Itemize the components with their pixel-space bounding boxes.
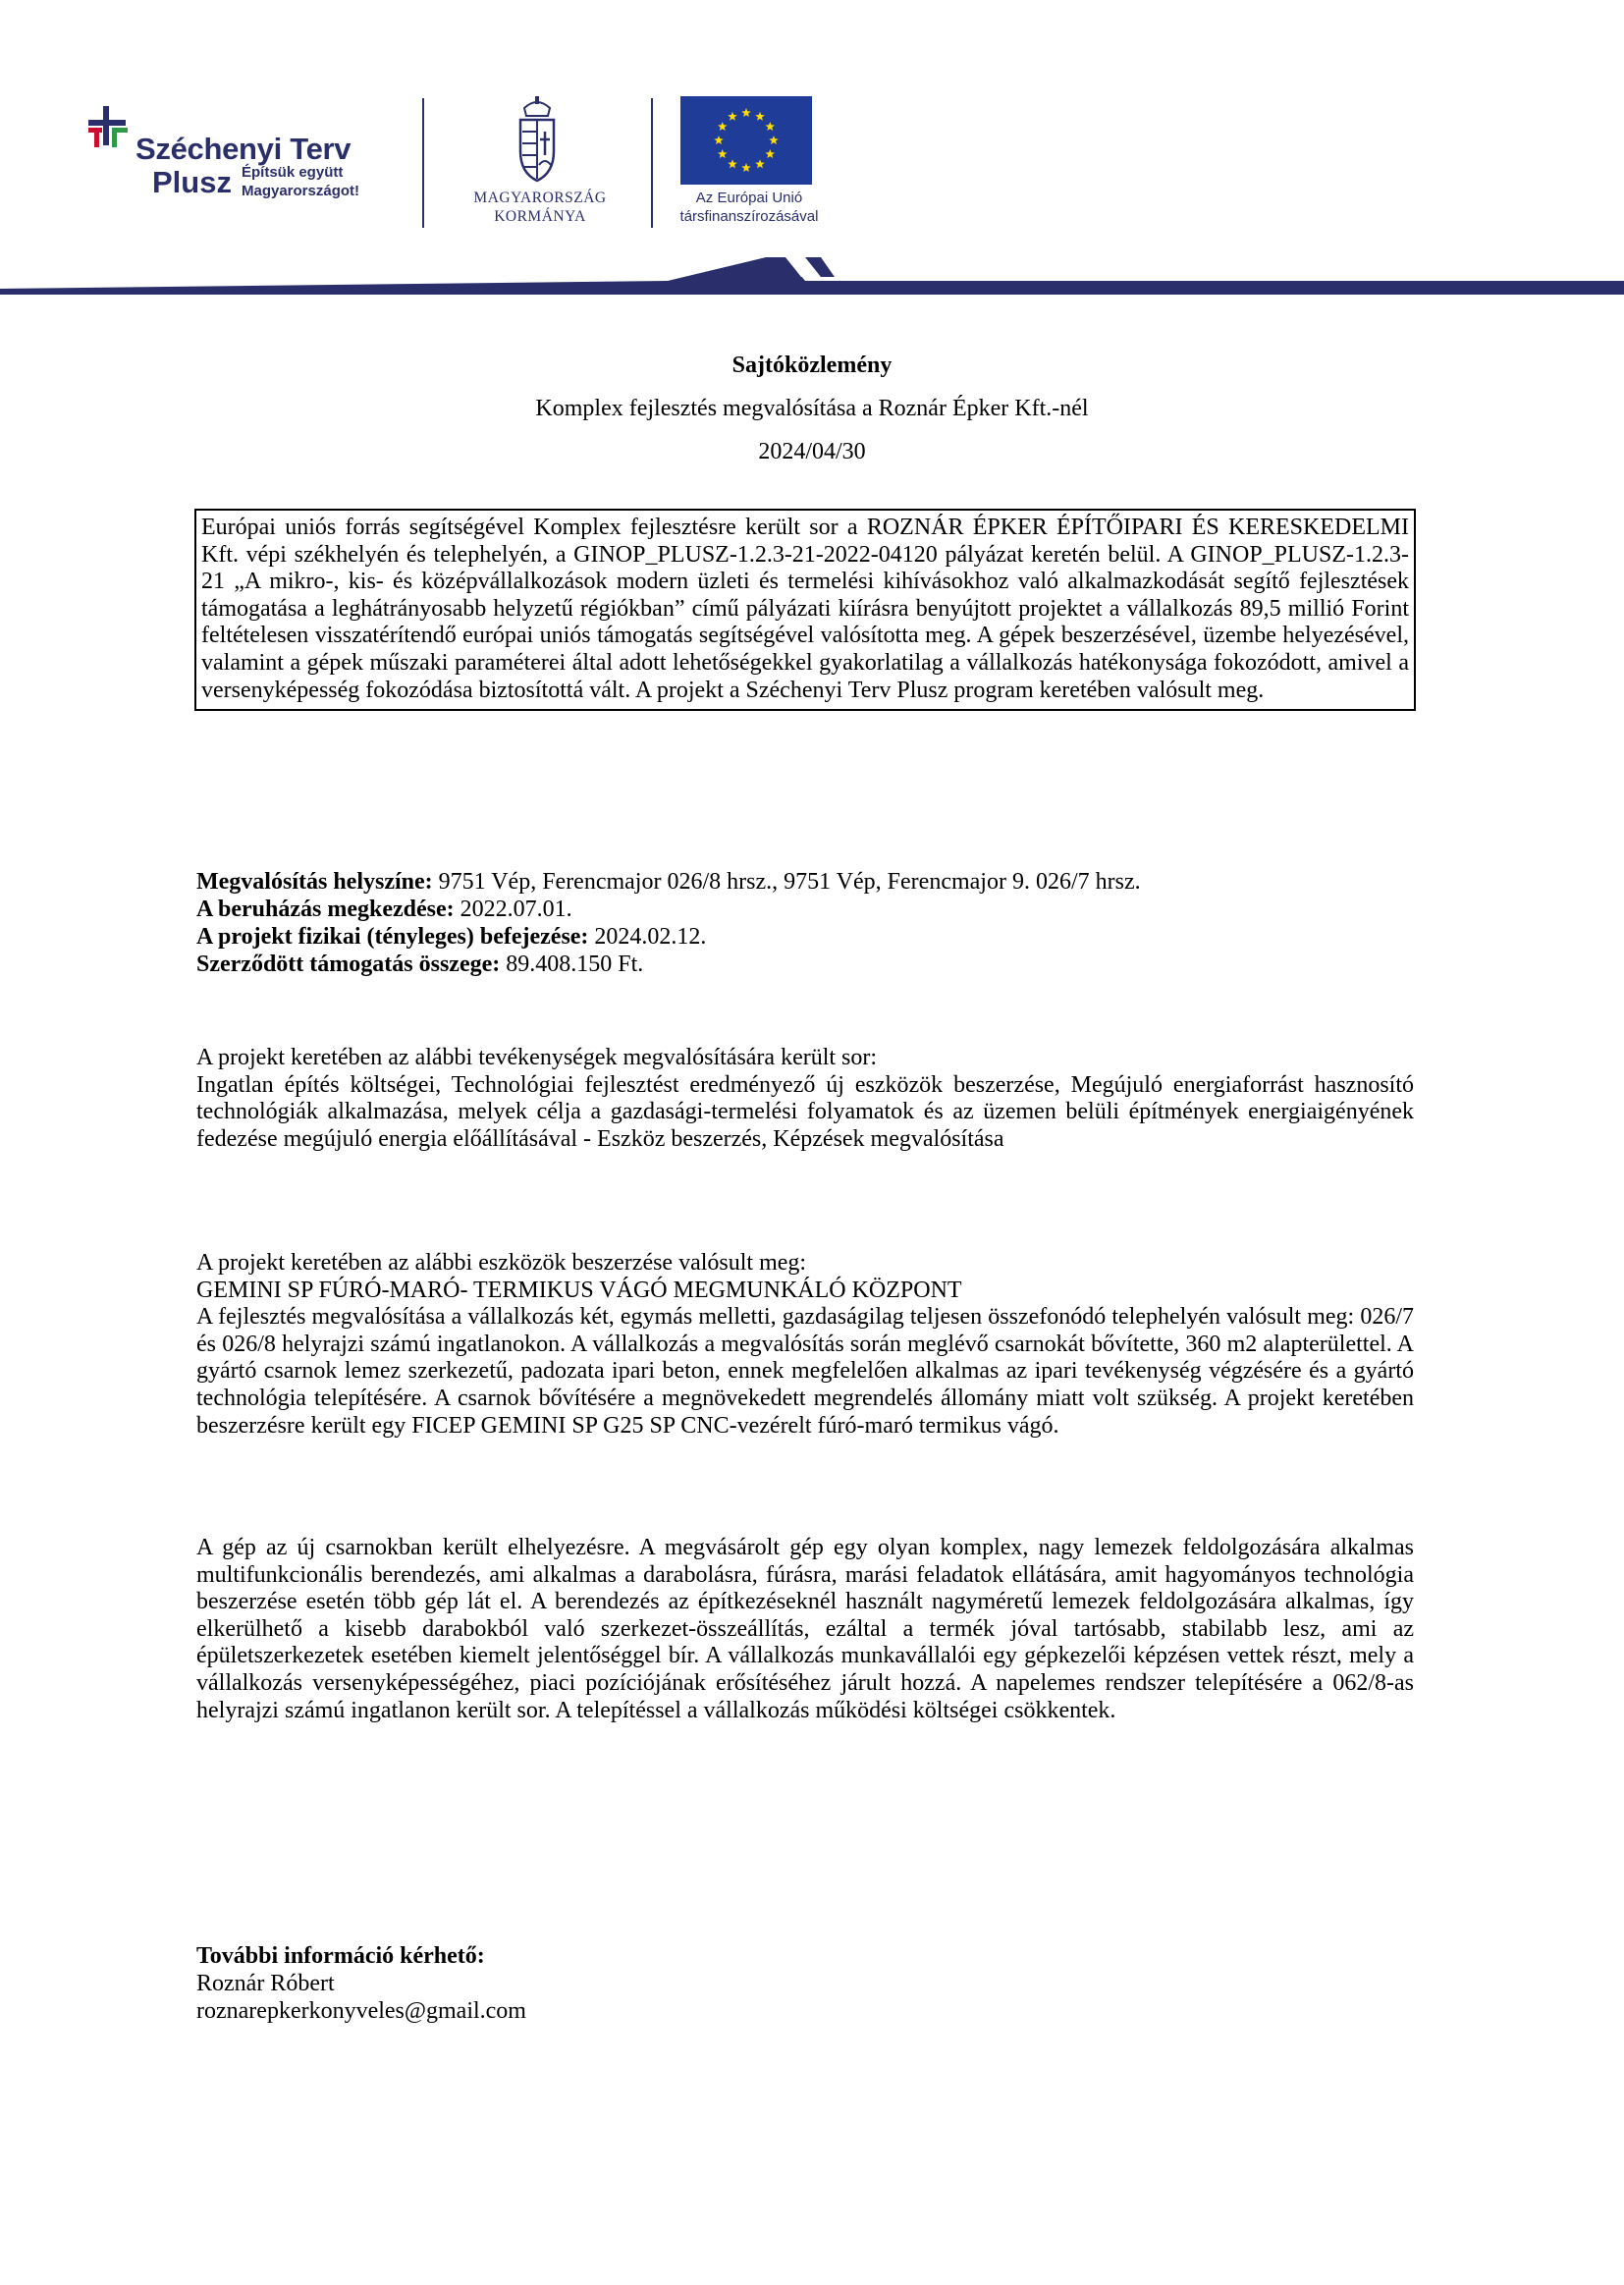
- document-title-block: [0, 352, 1624, 466]
- fact-value: 9751 Vép, Ferencmajor 026/8 hrsz., 9751 Vép, Ferencmajor 9. 026/7 hrsz.: [432, 869, 1141, 895]
- coat-of-arms-icon: [514, 94, 560, 183]
- fact-value: 2022.07.01.: [454, 897, 572, 922]
- szechenyi-terv-name: Széchenyi Terv: [135, 132, 352, 166]
- assets-text: A fejlesztés megvalósítása a vállalkozás két, egymás melletti, gazdaságilag teljesen összefonódó telephelyén valósult meg: 026/7 és 026/8 helyrajzi számú ingatlanokon. A vállalkozás a megvalósítás során meglévő csarnokát bővítette, 360 m2 alapterülettel. A gyártó csarnok lemez szerkezetű, padozata ipari beton, ennek megfelelően alkalmas az ipari tevékenység végzésére és a gyártó technológia telepítésére. A csarnok bővítésére a megnövekedett megrendelés állomány miatt volt szükség. A projekt keretében beszerzésre került egy FICEP GEMINI SP G25 SP CNC-vezérelt fúró-maró termikus vágó.: [196, 1304, 1414, 1439]
- eu-label: [656, 189, 842, 226]
- szechenyi-plus-icon: [88, 106, 130, 169]
- contact-section: [196, 1942, 1414, 2025]
- header-divider: [422, 98, 424, 228]
- government-line-2: KORMÁNYA: [494, 208, 586, 225]
- document-subtitle: Komplex fejlesztés megvalósítása a Roznár Épker Kft.-nél: [535, 396, 1089, 421]
- szechenyi-slogan: [242, 163, 359, 200]
- fact-amount: [196, 951, 1414, 978]
- slogan-line-2: Magyarországot!: [242, 183, 360, 199]
- fact-label: Szerződött támogatás összege:: [196, 952, 501, 977]
- fact-label: Megvalósítás helyszíne:: [196, 869, 433, 895]
- logo-header: [0, 0, 1624, 295]
- fact-value: 2024.02.12.: [588, 924, 707, 950]
- fact-location: [196, 868, 1414, 896]
- fact-completion: [196, 923, 1414, 951]
- fact-start: [196, 896, 1414, 923]
- project-facts: [196, 868, 1414, 978]
- szechenyi-plus-label: Plusz: [152, 165, 232, 199]
- slogan-line-1: Építsük együtt: [242, 164, 344, 181]
- eu-line-1: Az Európai Unió: [695, 190, 803, 206]
- assets-section: [196, 1250, 1414, 1440]
- contact-email[interactable]: roznarepkerkonyveles@gmail.com: [196, 1998, 526, 2024]
- activities-intro: A projekt keretében az alábbi tevékenységek megvalósítására került sor:: [196, 1045, 878, 1070]
- machine-section: [196, 1535, 1414, 1724]
- machine-text: A gép az új csarnokban került elhelyezésre. A megvásárolt gép egy olyan komplex, nagy lemezek feldolgozására alkalmas multifunkcionális berendezés, ami alkalmas a darabolásra, fúrásra, marási feladatok ellátására, amit hagyományos technológia beszerzése esetén több gép lát el. A berendezés az építkezéseknél használt nagyméretű lemezek feldolgozására alkalmas, így elkerülhető a kisebb darabokból való szerkezet-összeállítás, ezáltal a termék jóval tartósabb, stabilabb lesz, ami az épületszerkezetek esetében kiemelt jelentőséggel bír. A vállalkozás munkavállalói egy gépkezelői képzésen vettek részt, mely a vállalkozás versenyképességéhez, piaci pozíciójának erősítéséhez járult hozzá. A napelemes rendszer telepítésére a 062/8-as helyrajzi számú ingatlanon került sor. A telepítéssel a vállalkozás működési költségei csökkentek.: [196, 1535, 1414, 1723]
- assets-intro: A projekt keretében az alábbi eszközök beszerzése valósult meg:: [196, 1250, 807, 1276]
- fact-value: 89.408.150 Ft.: [500, 952, 644, 977]
- document-heading: Sajtóközlemény: [731, 353, 893, 378]
- header-ribbon: [0, 251, 1624, 295]
- eu-line-2: társfinanszírozásával: [679, 208, 819, 225]
- contact-name: Roznár Róbert: [196, 1971, 335, 1996]
- document-date: 2024/04/30: [758, 439, 866, 464]
- header-divider-2: [651, 98, 653, 228]
- government-label: [461, 189, 619, 226]
- eu-flag-icon: [680, 96, 812, 185]
- fact-label: A beruházás megkezdése:: [196, 897, 455, 922]
- fact-label: A projekt fizikai (tényleges) befejezése:: [196, 924, 589, 950]
- summary-box: Európai uniós forrás segítségével Komplex fejlesztésre került sor a ROZNÁR ÉPKER ÉPÍTŐIPARI ÉS KERESKEDELMI Kft. vépi székhelyén és telephelyén, a GINOP_PLUSZ-1.2.3-21-2022-04120 pályázat keretén belül. A GINOP_PLUSZ-1.2.3-21 „A mikro-, kis- és középvállalkozások modern üzleti és termelési kihívásokhoz való alkalmazkodását segítő fejlesztések támogatása a leghátrányosabb helyzetű régiókban” című pályázati kiírásra benyújtott projektet a vállalkozás 89,5 millió Forint feltételesen visszatérítendő európai uniós támogatás segítségével valósította meg. A gépek beszerzésével, üzembe helyezésével, valamint a gépek műszaki paraméterei által adott lehetőségekkel gyakorlatilag a vállalkozás hatékonysága fokozódott, amivel a versenyképesség fokozódása biztosítottá vált. A projekt a Széchenyi Terv Plusz program keretében valósult meg.: [194, 509, 1416, 711]
- contact-heading: További információ kérhető:: [196, 1943, 485, 1969]
- activities-section: [196, 1045, 1414, 1153]
- government-line-1: MAGYARORSZÁG: [473, 190, 607, 206]
- activities-text: Ingatlan építés költségei, Technológiai fejlesztést eredményező új eszközök beszerzése, Megújuló energiaforrást hasznosító technológiák alkalmazása, melyek célja a gazdasági-termelési folyamatok és az üzemen belüli építmények energiaigényének fedezése megújuló energia előállításával - Eszköz beszerzés, Képzések megvalósítása: [196, 1071, 1414, 1152]
- assets-item: GEMINI SP FÚRÓ-MARÓ- TERMIKUS VÁGÓ MEGMUNKÁLÓ KÖZPONT: [196, 1277, 962, 1303]
